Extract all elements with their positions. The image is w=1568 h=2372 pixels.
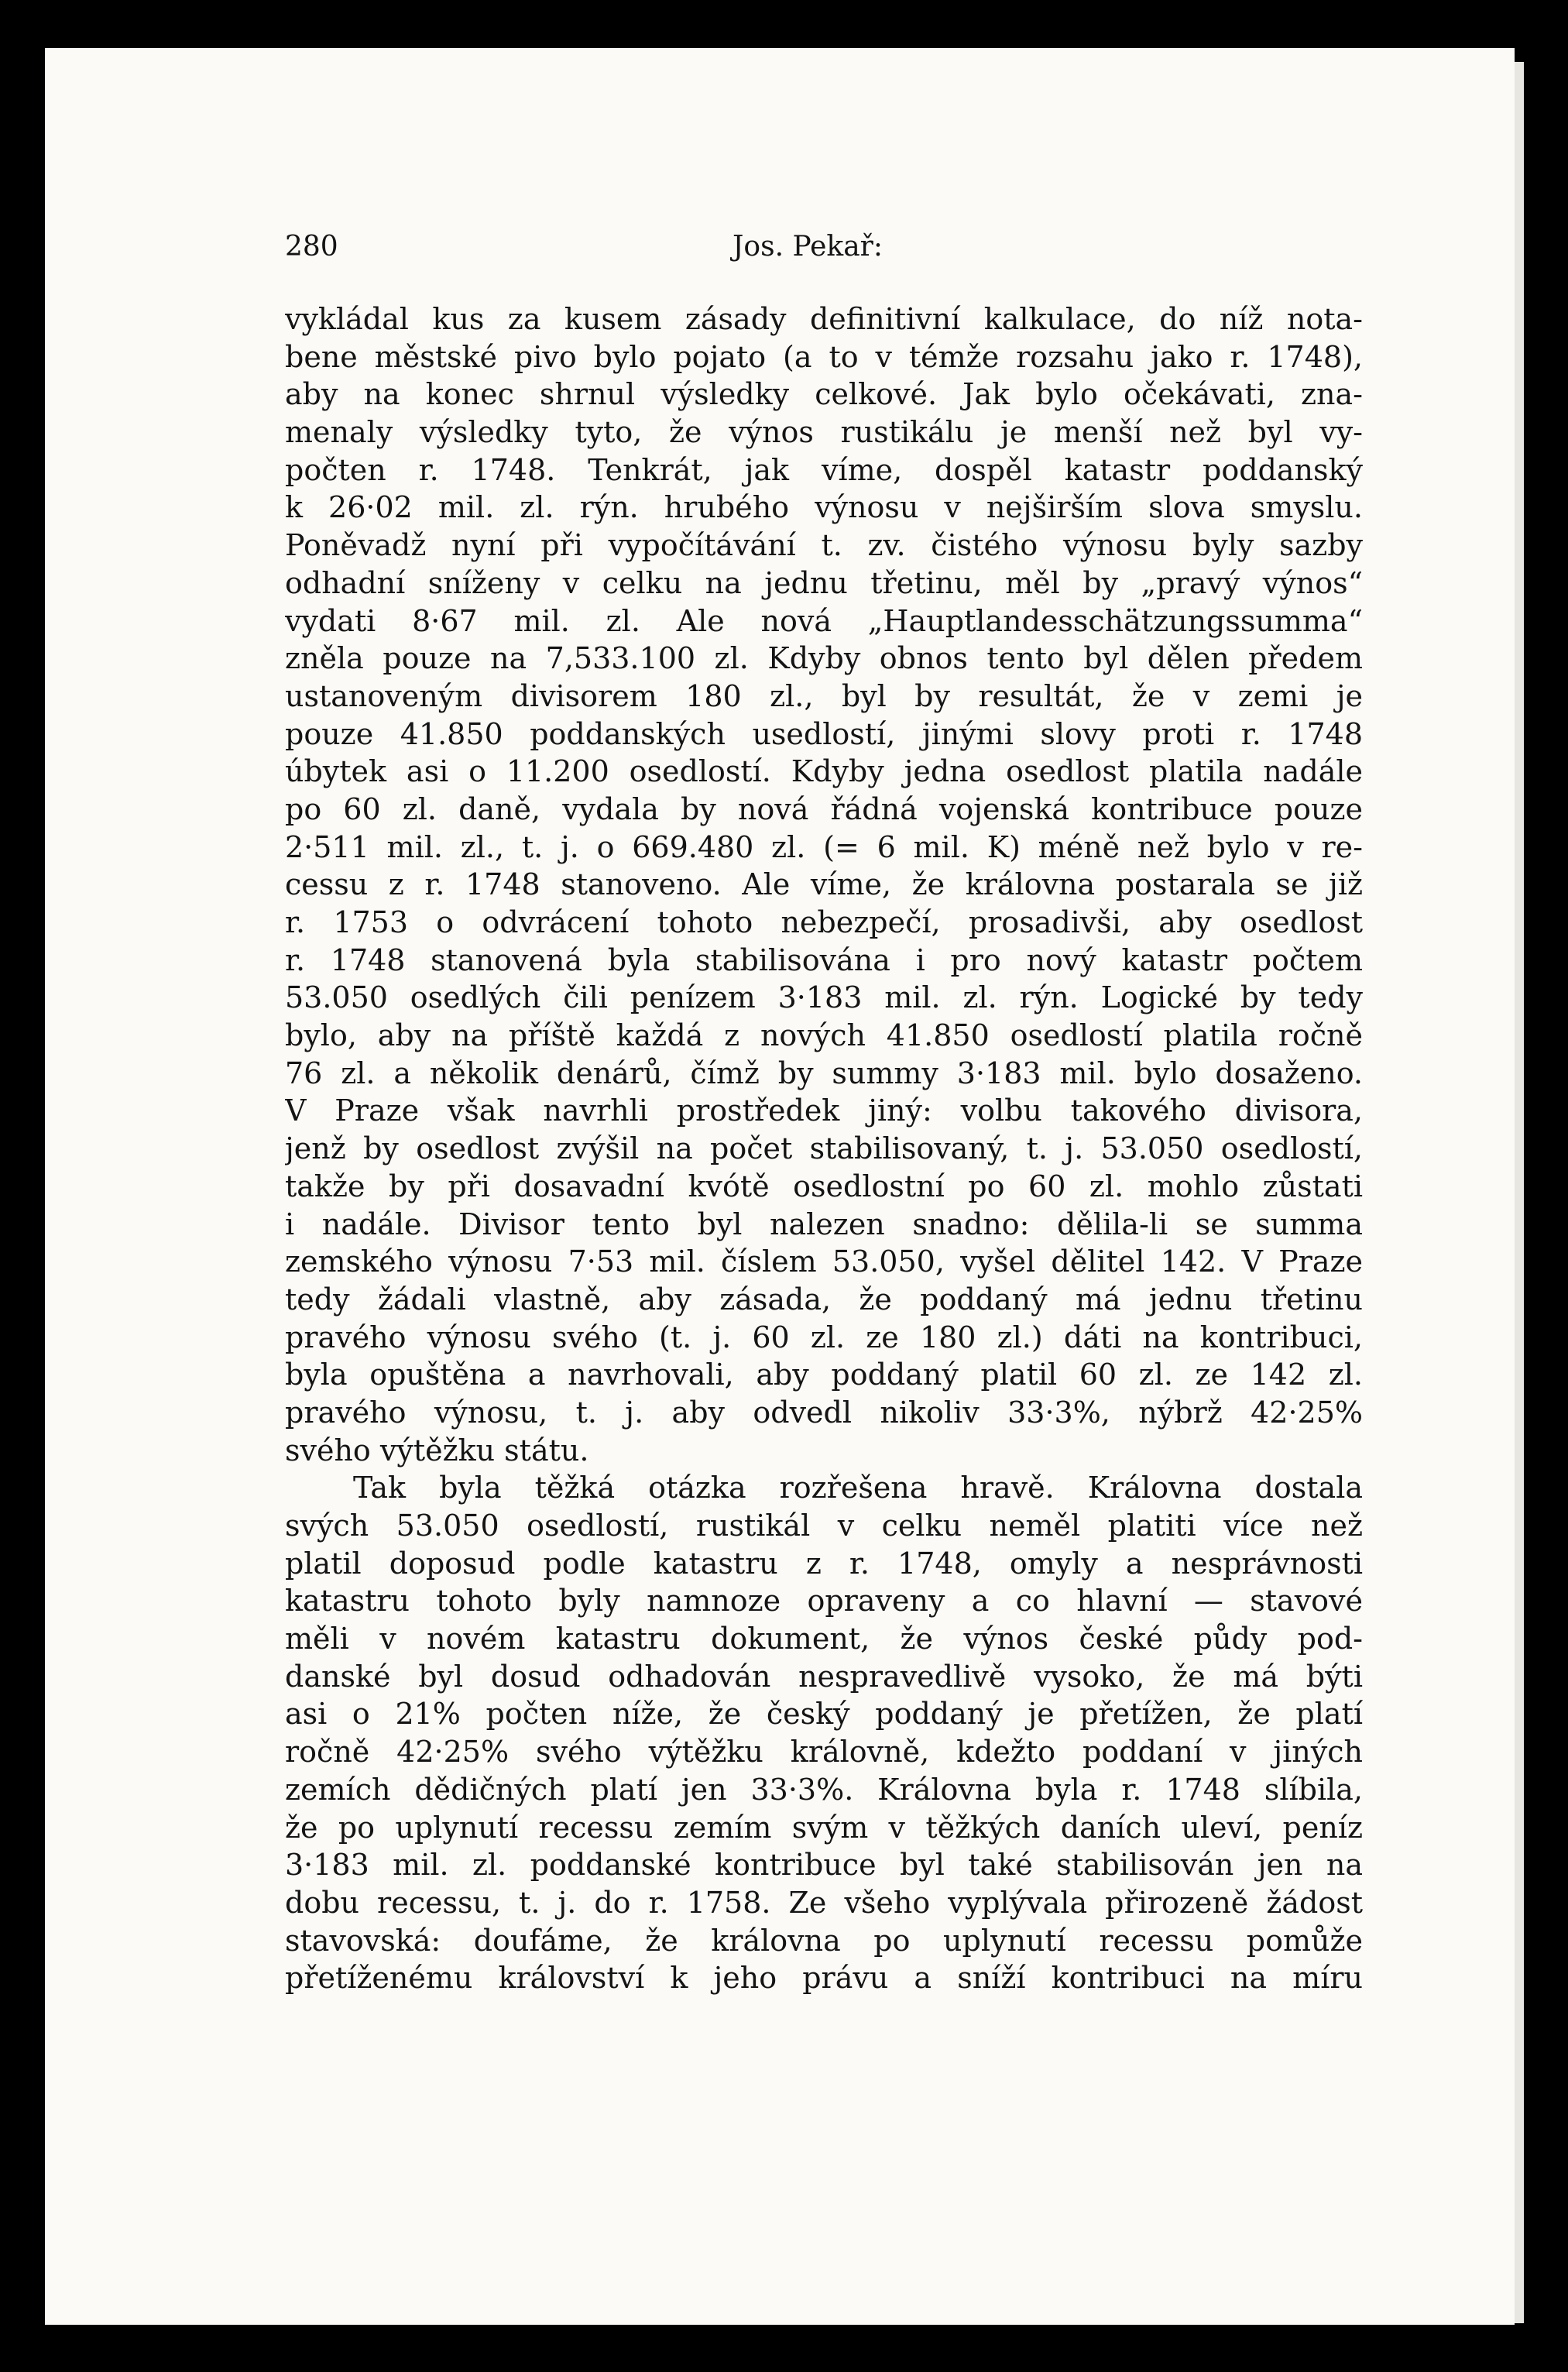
text-line: r. 1748 stanovená byla stabilisována i pro nový katastr počtem [285,942,1363,977]
text-line: pravého výnosu, t. j. aby odvedl nikoliv 33·3%, nýbrž 42·25% [285,1395,1363,1430]
text-line: jenž by osedlost zvýšil na počet stabilisovaný, t. j. 53.050 osedlostí, [285,1131,1363,1166]
text-line: dobu recessu, t. j. do r. 1758. Ze všeho vyplývala přirozeně žádost [285,1885,1363,1920]
paragraph [285,300,1363,1469]
text-line: V Praze však navrhli prostředek jiný: volbu takového divisora, [285,1093,1363,1128]
text-line: zemského výnosu 7·53 mil. číslem 53.050, vyšel dělitel 142. V Praze [285,1244,1363,1279]
page-number: 280 [285,231,338,263]
text-line: po 60 zl. daně, vydala by nová řádná vojenská kontribuce pouze [285,791,1363,826]
text-line: 76 zl. a několik denárů, čímž by summy 3·183 mil. bylo dosaženo. [285,1056,1363,1090]
text-line: bene městské pivo bylo pojato (a to v témže rozsahu jako r. 1748), [285,339,1363,374]
text-line: tedy žádali vlastně, aby zásada, že poddaný má jednu třetinu [285,1282,1363,1316]
text-line: vydati 8·67 mil. zl. Ale nová „Hauptlandesschätzungssumma“ [285,603,1363,638]
text-line: vykládal kus za kusem zásady definitivní kalkulace, do níž nota- [285,302,1363,336]
running-head: Jos. Pekař: [733,231,883,263]
text-line: svých 53.050 osedlostí, rustikál v celku neměl platiti více než [285,1509,1363,1543]
text-line: cessu z r. 1748 stanoveno. Ale víme, že královna postarala se již [285,867,1363,902]
text-line: pravého výnosu svého (t. j. 60 zl. ze 180 zl.) dáti na kontribuci, [285,1320,1363,1354]
text-line: zemích dědičných platí jen 33·3%. Královna byla r. 1748 slíbila, [285,1772,1363,1807]
text-line: danské byl dosud odhadován nespravedlivě vysoko, že má býti [285,1659,1363,1694]
text-line: 3·183 mil. zl. poddanské kontribuce byl také stabilisován jen na [285,1848,1363,1883]
text-line: takže by při dosavadní kvótě osedlostní po 60 zl. mohlo zůstati [285,1169,1363,1203]
text-line: odhadní sníženy v celku na jednu třetinu, měl by „pravý výnos“ [285,565,1363,600]
text-line: přetíženému království k jeho právu a sníží kontribuci na míru [285,1961,1363,1996]
paragraph [285,1469,1363,1997]
text-line: zněla pouze na 7,533.100 zl. Kdyby obnos tento byl dělen předem [285,641,1363,676]
text-line: měli v novém katastru dokument, že výnos české půdy pod- [285,1622,1363,1656]
text-line: stavovská: doufáme, že královna po uplynutí recessu pomůže [285,1923,1363,1958]
text-line: i nadále. Divisor tento byl nalezen snadno: dělila-li se summa [285,1207,1363,1241]
text-line: asi o 21% počten níže, že český poddaný je přetížen, že platí [285,1697,1363,1732]
page-edge [1515,62,1524,2323]
text-line: Tak byla těžká otázka rozřešena hravě. Královna dostala [353,1471,1363,1505]
text-line: ročně 42·25% svého výtěžku královně, kdežto poddaní v jiných [285,1735,1363,1770]
page-header [285,231,1369,277]
text-line: ustanoveným divisorem 180 zl., byl by resultát, že v zemi je [285,678,1363,713]
text-line: že po uplynutí recessu zemím svým v těžkých daních uleví, peníz [285,1810,1363,1845]
text-line: byla opuštěna a navrhovali, aby poddaný platil 60 zl. ze 142 zl. [285,1358,1363,1392]
text-line: svého výtěžku státu. [285,1433,589,1467]
text-line: r. 1753 o odvrácení tohoto nebezpečí, prosadivši, aby osedlost [285,905,1363,939]
text-line: pouze 41.850 poddanských usedlostí, jinými slovy proti r. 1748 [285,716,1363,751]
body-text [285,300,1363,1997]
text-line: počten r. 1748. Tenkrát, jak víme, dospěl katastr poddanský [285,452,1363,487]
text-line: menaly výsledky tyto, že výnos rustikálu je menší než byl vy- [285,415,1363,450]
text-line: 53.050 osedlých čili penízem 3·183 mil. zl. rýn. Logické by tedy [285,980,1363,1015]
text-line: platil doposud podle katastru z r. 1748, omyly a nesprávnosti [285,1546,1363,1581]
text-line: katastru tohoto byly namnoze opraveny a co hlavní — stavové [285,1584,1363,1619]
text-line: aby na konec shrnul výsledky celkové. Jak bylo očekávati, zna- [285,377,1363,412]
text-line: k 26·02 mil. zl. rýn. hrubého výnosu v nejširším slova smyslu. [285,490,1363,525]
text-line: 2·511 mil. zl., t. j. o 669.480 zl. (= 6 mil. K) méně než bylo v re- [285,829,1363,864]
text-line: bylo, aby na příště každá z nových 41.850 osedlostí platila ročně [285,1018,1363,1053]
text-line: Poněvadž nyní při vypočítávání t. zv. čistého výnosu byly sazby [285,528,1363,563]
text-line: úbytek asi o 11.200 osedlostí. Kdyby jedna osedlost platila nadále [285,754,1363,789]
